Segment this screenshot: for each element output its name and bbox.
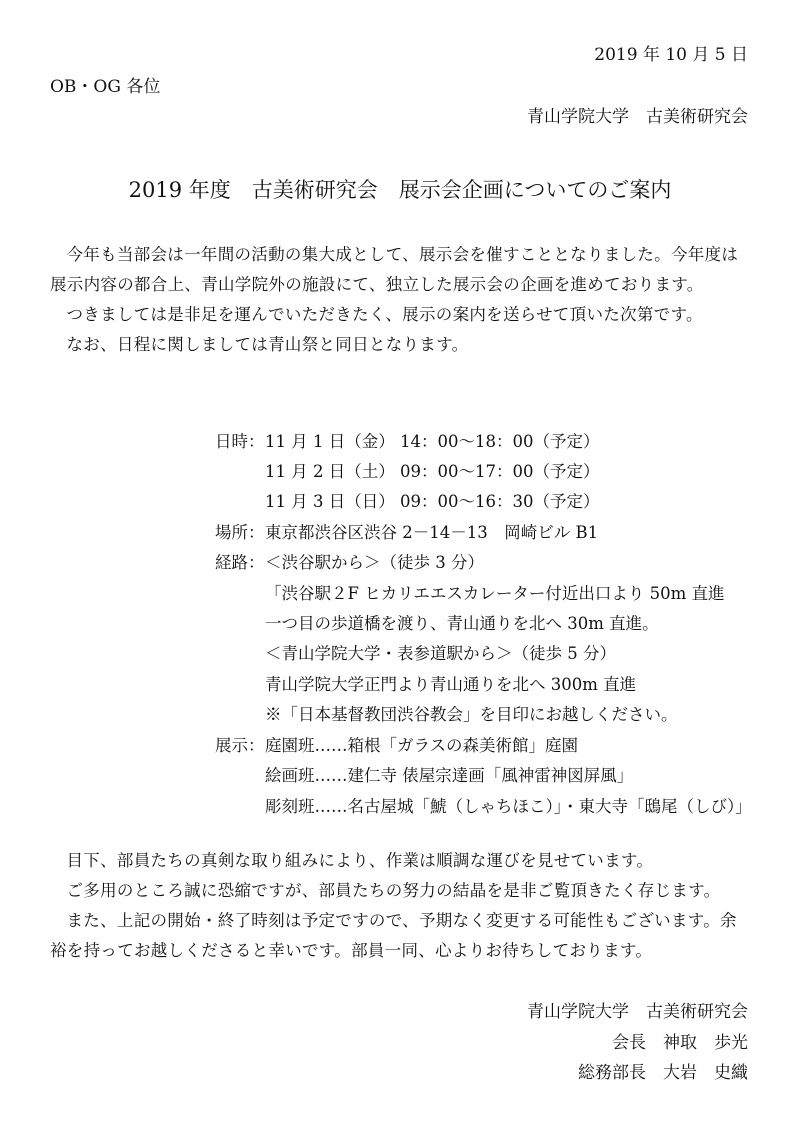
- closing-paragraph-2: ご多用のところ誠に恐縮ですが、部員たちの努力の結晶を是非ご覧頂きたく存じます。: [66, 881, 721, 900]
- signature-president: 会長 神取 歩光: [612, 1033, 748, 1053]
- schedule-label: 日時：: [215, 432, 265, 451]
- letter-date: 2019 年 10 月 5 日: [594, 45, 748, 65]
- exhibit-line-3: 彫刻班……名古屋城「鯱（しゃちほこ）」・東大寺「鴟尾（しび）」: [265, 797, 752, 816]
- page-title: 2019 年度 古美術研究会 展示会企画についてのご案内: [128, 178, 672, 202]
- closing-paragraph-1: 目下、部員たちの真剣な取り組みにより、作業は順調な運びを見せています。: [66, 851, 654, 870]
- place-value: 東京都渋谷区渋谷 2－14－13 岡崎ビル B1: [265, 523, 599, 542]
- route-line-5: 青山学院大学正門より青山通りを北へ 300m 直進: [265, 675, 637, 694]
- addressee: OB・OG 各位: [50, 77, 161, 97]
- schedule-line-3: 11 月 3 日（日） 09：00～16：30（予定）: [265, 492, 600, 511]
- intro-paragraph-2: つきましては是非足を運んでいただきたく、展示の案内を送らせて頂いた次第です。: [66, 305, 703, 324]
- signature-secretary: 総務部長 大岩 史織: [578, 1063, 748, 1083]
- closing-section: [50, 846, 750, 966]
- exhibit-label: 展示：: [215, 736, 265, 755]
- route-line-6: ※「日本基督教団渋谷教会」を目印にお越しください。: [265, 705, 678, 724]
- route-line-2: 「渋谷駅２F ヒカリエエスカレーター付近出口より 50m 直進: [265, 584, 725, 603]
- exhibit-line-2: 絵画班……建仁寺 俵屋宗達画「風神雷神図屏風」: [265, 766, 634, 785]
- intro-section: [50, 240, 750, 360]
- closing-paragraph-3: また、上記の開始・終了時刻は予定ですので、予期なく変更する可能性もございます。余裕を持ってお越しくださると幸いです。部員一同、心よりお待ちしております。: [50, 911, 737, 960]
- intro-paragraph-1: 今年も当部会は一年間の活動の集大成として、展示会を催すこととなりました。今年度は展示内容の都合上、青山学院外の施設にて、独立した展示会の企画を進めております。: [50, 245, 739, 294]
- intro-paragraph-3: なお、日程に関しましては青山祭と同日となります。: [66, 335, 469, 354]
- place-label: 場所：: [215, 523, 265, 542]
- schedule-line-1: 11 月 1 日（金） 14：00～18：00（予定）: [265, 432, 600, 451]
- route-label: 経路：: [215, 553, 265, 572]
- signature-org: 青山学院大学 古美術研究会: [527, 1002, 748, 1022]
- exhibit-line-1: 庭園班……箱根「ガラスの森美術館」庭園: [265, 736, 579, 755]
- route-line-1: ＜渋谷駅から＞（徒歩 3 分）: [265, 553, 484, 572]
- schedule-line-2: 11 月 2 日（土） 09：00～17：00（予定）: [265, 462, 600, 481]
- sender: 青山学院大学 古美術研究会: [527, 107, 748, 127]
- route-line-3: 一つ目の歩道橋を渡り、青山通りを北へ 30m 直進。: [265, 614, 659, 633]
- route-line-4: ＜青山学院大学・表参道駅から＞（徒歩 5 分）: [265, 644, 616, 663]
